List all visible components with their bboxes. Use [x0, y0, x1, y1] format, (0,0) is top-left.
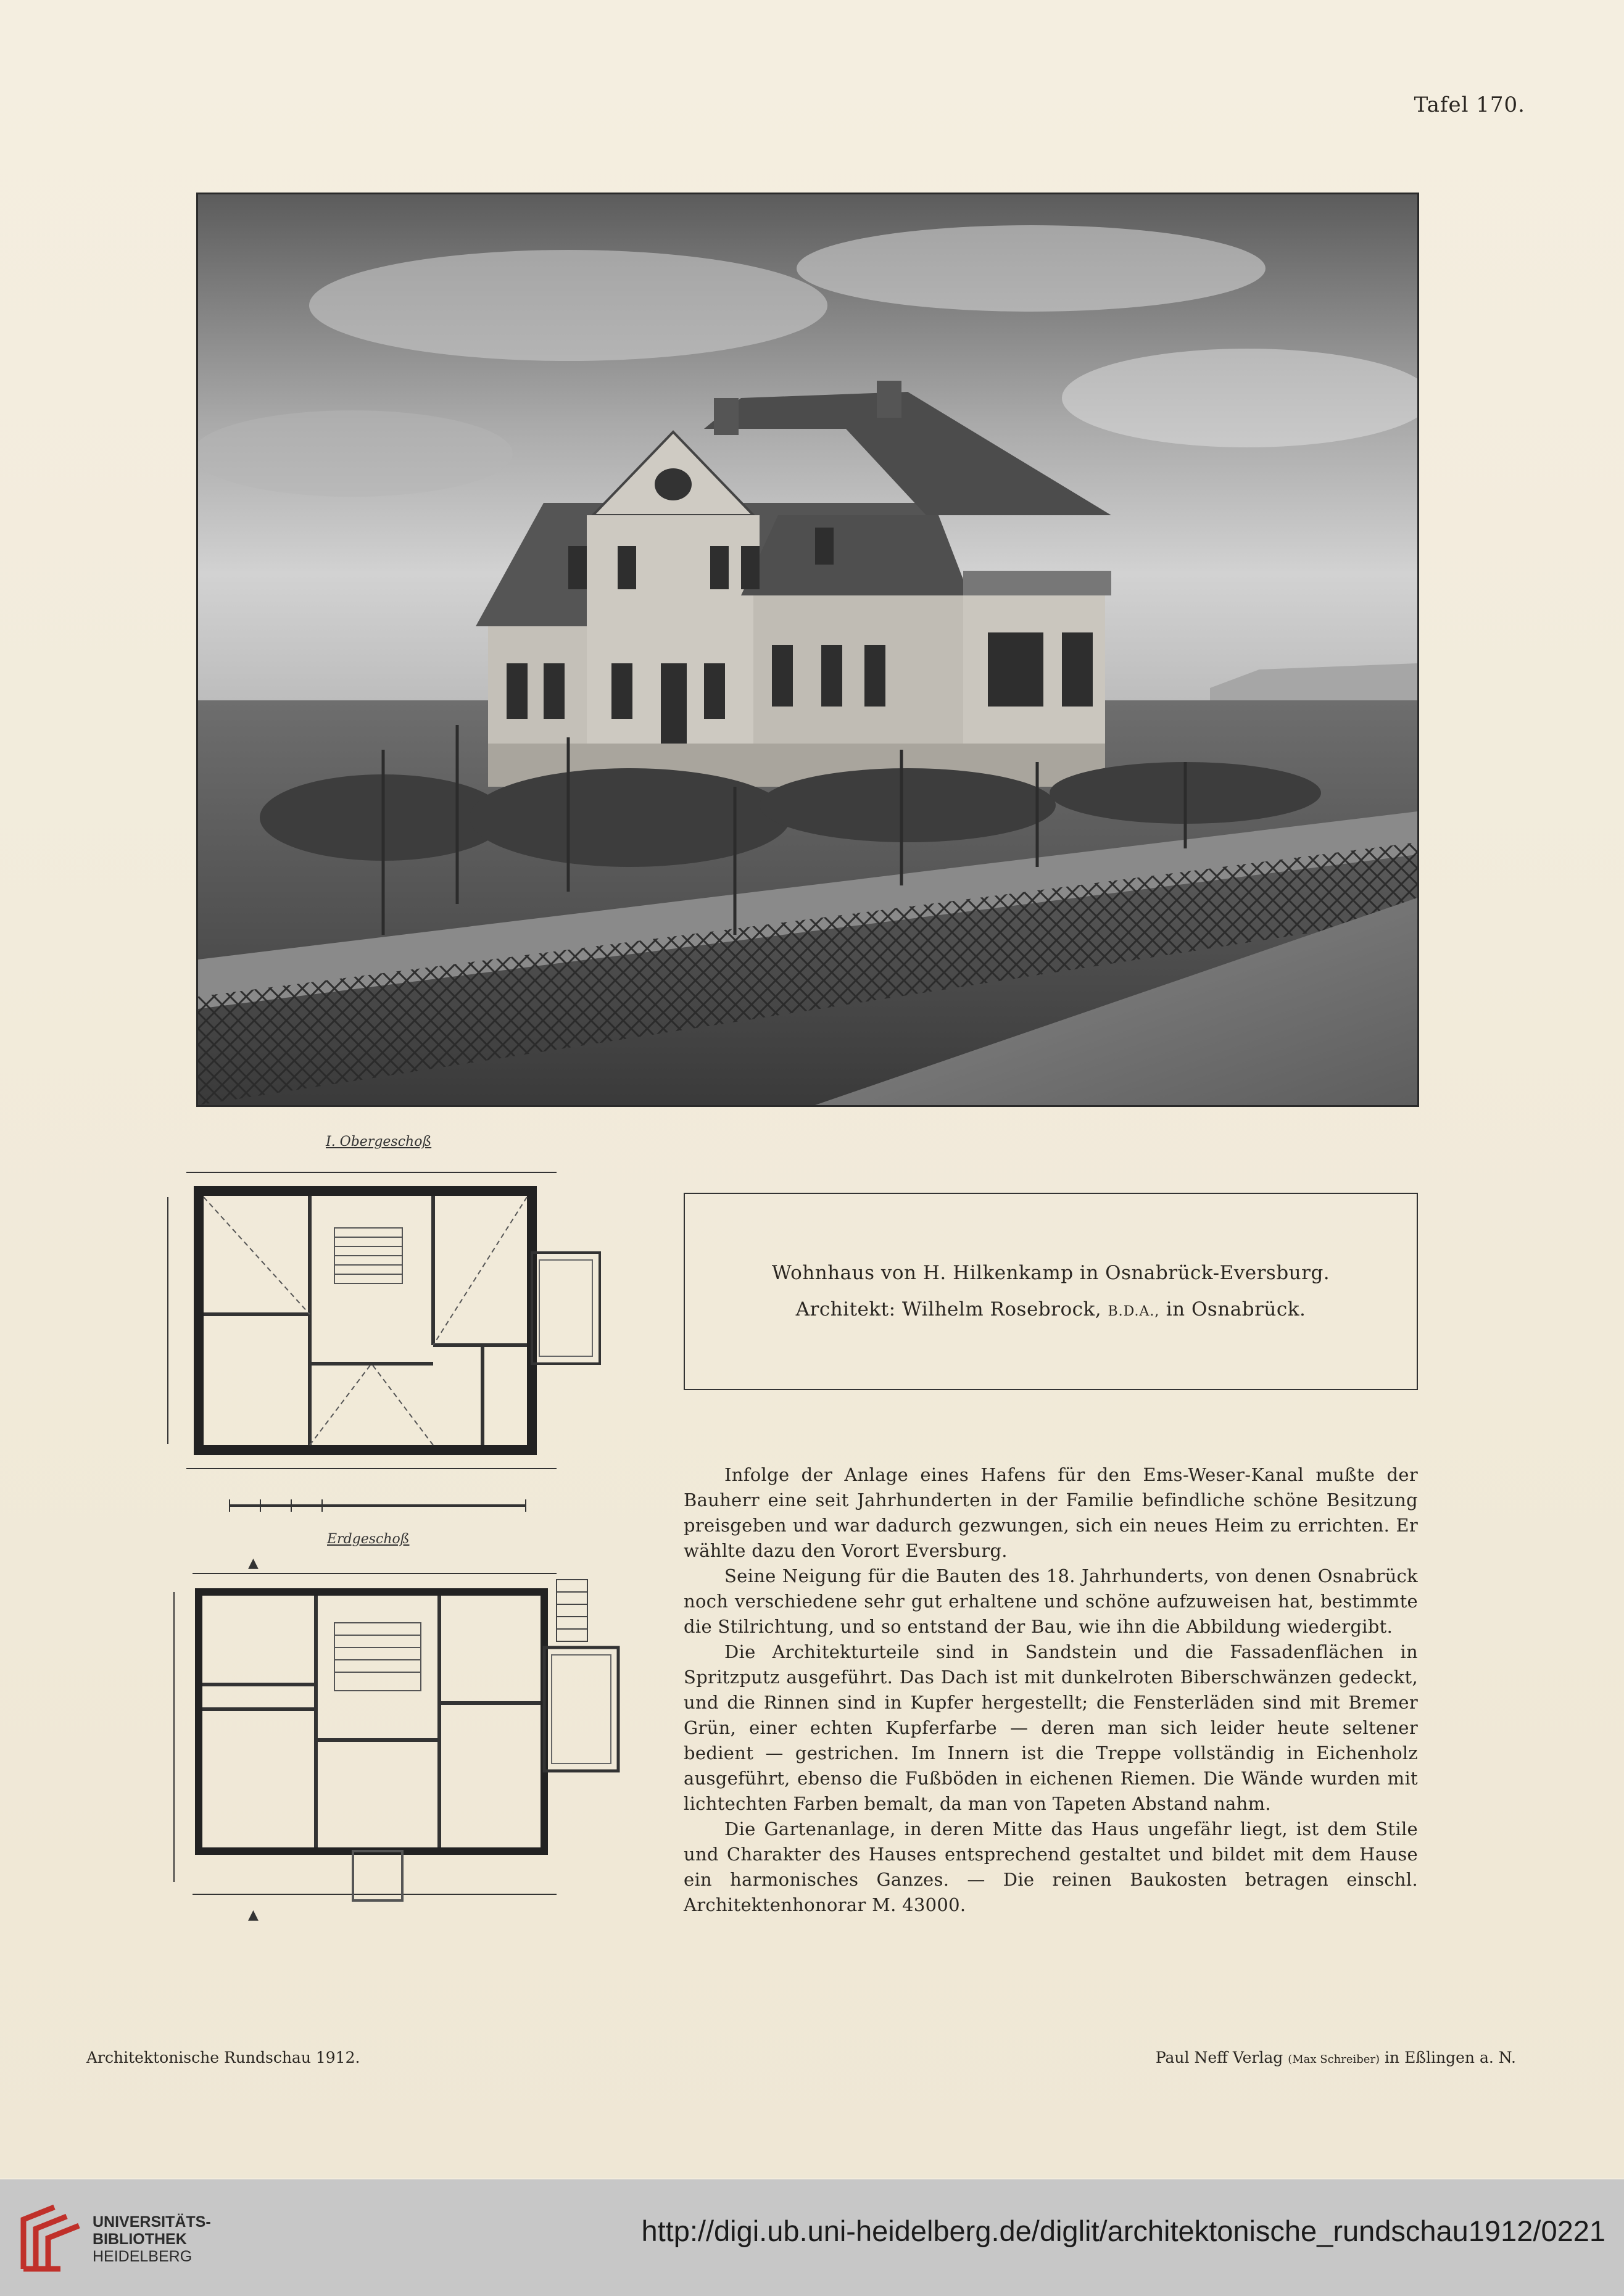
- upper-floor-title: I. Obergeschoß: [326, 1134, 432, 1150]
- library-bar: [0, 2179, 1624, 2296]
- caption-architect: [796, 1300, 1306, 1319]
- footer-publisher-place: in Eßlingen a. N.: [1385, 2049, 1516, 2066]
- library-name: [93, 2213, 211, 2265]
- caption-architect-suffix: in Osnabrück.: [1166, 1298, 1306, 1320]
- caption-title: Wohnhaus von H. Hilkenkamp in Osnabrück-Eversburg.: [771, 1262, 1330, 1284]
- footer-publisher-name: Paul Neff Verlag: [1155, 2049, 1283, 2066]
- body-paragraph: Die Gartenanlage, in deren Mitte das Haus ungefähr liegt, ist dem Stile und Charakter des Hauses entsprechend gestaltet und bildet mit dem Hause ein harmonisches Ganzes. — Die reinen Baukosten betragen einschl. Architektenhonorar M. 43000.: [684, 1818, 1418, 1915]
- library-name-line3: HEIDELBERG: [93, 2248, 193, 2265]
- library-url-link[interactable]: http://digi.ub.uni-heidelberg.de/diglit/architektonische_rundschau1912/0221: [641, 2215, 1605, 2247]
- caption-architect-affiliation: B.D.A.,: [1108, 1304, 1160, 1319]
- ground-floor-plan: [162, 1555, 649, 1925]
- body-paragraph: Seine Neigung für die Bauten des 18. Jahrhunderts, von denen Osnabrück noch verschiedene sehr gut erhaltene und schöne aufzuweisen hat, bestimmte die Stilrichtung, und so entstand der Bau, wie ihn die Abbildung wiedergibt.: [684, 1565, 1418, 1637]
- caption-architect-prefix: Architekt: Wilhelm Rosebrock,: [795, 1298, 1102, 1320]
- house-photograph: [196, 193, 1419, 1107]
- library-logo-icon: [17, 2201, 85, 2277]
- footer-journal: Architektonische Rundschau 1912.: [86, 2049, 360, 2066]
- body-paragraph: Die Architekturteile sind in Sandstein und die Fassadenflächen in Spritzputz ausgeführt. Das Dach ist mit dunkelroten Biberschwänzen gedeckt, und die Rinnen sind in Kupfer hergestellt; die Fensterläden sind mit Bremer Grün, einer echten Kupferfarbe — deren man sich leider heute seltener bedient — gestrichen. Im Innern ist die Treppe vollständig in Eichenholz ausgeführt, ebenso die Fußböden in eichenen Riemen. Die Wände wurden mit lichtechten Farben bemalt, da man von Tapeten Abstand nahm.: [684, 1641, 1418, 1814]
- library-name-line2: BIBLIOTHEK: [93, 2231, 187, 2248]
- footer-publisher: [1156, 2049, 1516, 2066]
- upper-floor-plan: [162, 1160, 631, 1518]
- body-paragraph: Infolge der Anlage eines Hafens für den Ems-Weser-Kanal mußte der Bauherr eine seit Jahrhunderten in der Familie befindliche schöne Besitzung preisgeben und war dadurch gezwungen, sich ein neues Heim zu errichten. Er wählte dazu den Vorort Eversburg.: [684, 1464, 1418, 1561]
- body-text: [684, 1462, 1418, 1918]
- library-name-line1: UNIVERSITÄTS-: [93, 2213, 211, 2231]
- svg-text:▲: ▲: [248, 1907, 259, 1923]
- plate-number: Tafel 170.: [1414, 93, 1525, 117]
- footer-publisher-owner: (Max Schreiber): [1288, 2053, 1380, 2066]
- caption-box: [684, 1193, 1418, 1390]
- svg-text:▲: ▲: [248, 1556, 259, 1571]
- ground-floor-title: Erdgeschoß: [327, 1531, 410, 1547]
